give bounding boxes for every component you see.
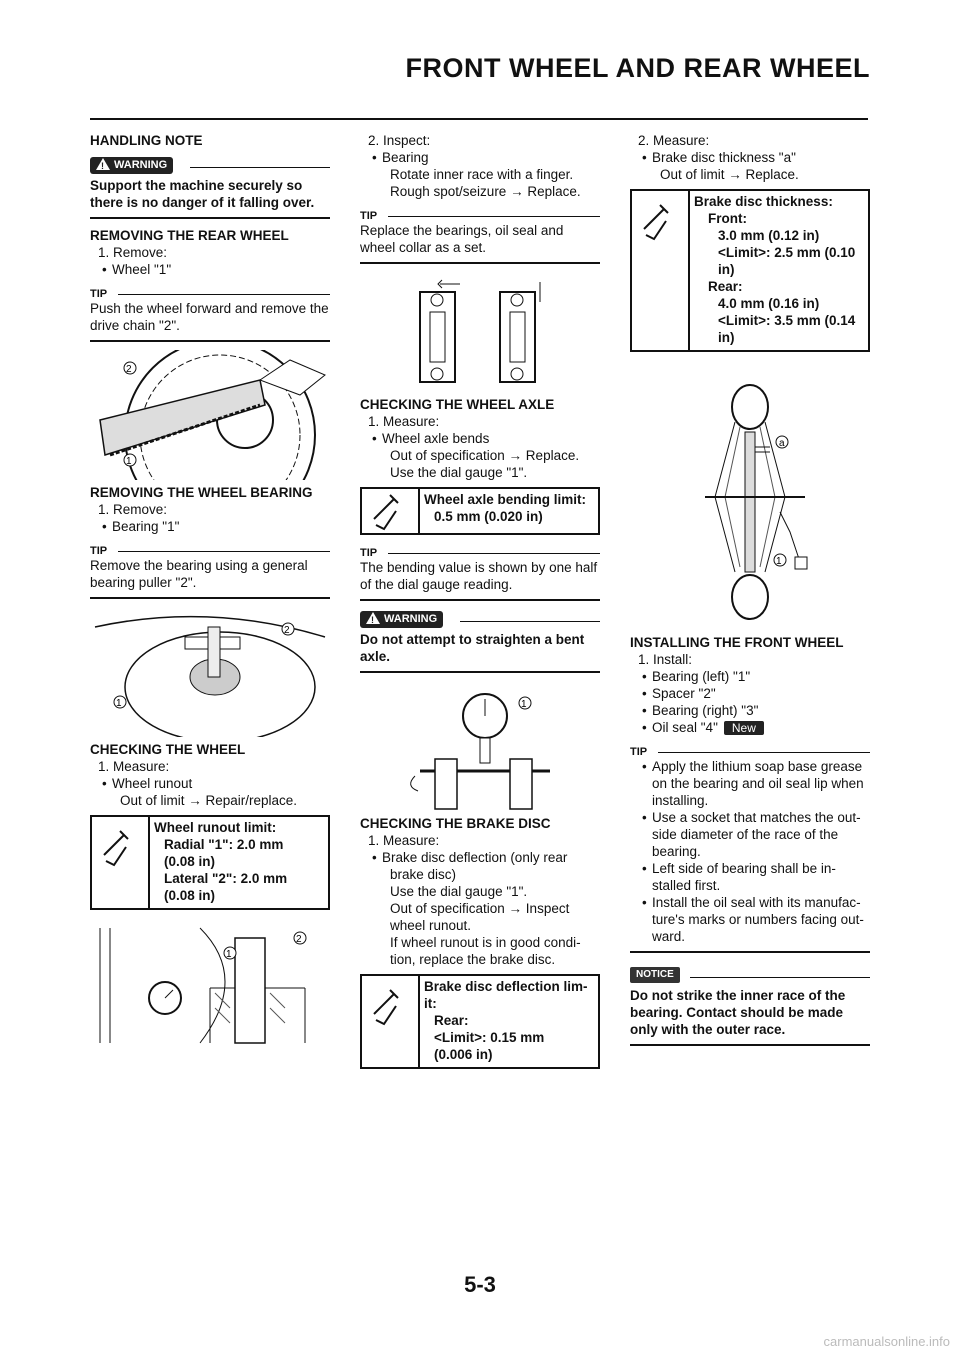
inspect-step: 2. Inspect: — [368, 133, 431, 148]
column-3: 2. Measure: • Brake disc thickness "a" Out of limit → Replace. Brake disc thickness: Front: 3.0 mm (0.12 in) <Limit>: 2.5 mm (0.10 in) Rear: 4.0 mm (0.16 in) <Limit>: 3.5 mm (0.14 in) a 1 INSTALLING THE FRONT WHEEL 1. Install: • Bearing (left) "1" • Spacer "2" • Bearing (right) "3" • Oil seal "4" New TIP • Apply the lithium soap base grease on the bearing and oil seal lip when installing. • Use a socket that matches the out- side diameter of the race of the bearing. • Left side of bearing shall be in- stalled first. • Install the oil seal with its manufac- ture's marks or numbers facing out- ward. NOTICE Do not strike the inner race of the bearing. Contact should be made only with the outer race. — [630, 132, 870, 1054]
axle-gauge-figure — [360, 681, 600, 811]
notice-text: Do not strike the inner race of the bearing. Contact should be made only with the outer race. — [630, 988, 846, 1037]
bearing-tip: Remove the bearing using a general bearing puller "2". — [90, 558, 308, 590]
axle-step: 1. Measure: — [368, 414, 440, 429]
tip-3: • Left side of bearing shall be in- — [630, 860, 870, 877]
disc-heading: CHECKING THE BRAKE DISC — [360, 816, 551, 831]
column-1 — [90, 132, 330, 1048]
axle-bending-spec: Wheel axle bending limit: 0.5 mm (0.020 in) — [360, 487, 600, 535]
tip-header: TIP — [90, 284, 330, 300]
bearing-puller-figure — [90, 607, 330, 737]
disc-thickness-spec: Brake disc thickness: Front: 3.0 mm (0.12 in) <Limit>: 2.5 mm (0.10 in) Rear: 4.0 mm (0.16 in) <Limit>: 3.5 mm (0.14 in) — [630, 189, 870, 352]
tip-2: • Use a socket that matches the out- — [630, 809, 870, 826]
axle-line-1: Out of specification → Replace. — [390, 448, 580, 463]
spec-wrench-icon — [362, 976, 420, 1067]
wheel-runout-figure — [90, 918, 330, 1048]
wheel-heading: CHECKING THE WHEEL — [90, 742, 246, 757]
inspect-item: • Bearing — [360, 149, 600, 166]
axle-line-2: Use the dial gauge "1". — [390, 465, 528, 480]
warning-header — [90, 155, 330, 177]
warning-text: Support the machine securely so there is no danger of it falling over. — [90, 178, 315, 210]
thickness-limit: Out of limit → Replace. — [660, 167, 799, 182]
notice-badge: NOTICE — [630, 967, 680, 983]
thickness-item: • Brake disc thickness "a" — [630, 149, 870, 166]
svg-text:a: a — [779, 438, 785, 449]
thickness-step: 2. Measure: — [638, 133, 710, 148]
tip-header: TIP — [630, 742, 870, 758]
svg-text:1: 1 — [226, 949, 232, 960]
tip-header: TIP — [360, 206, 600, 222]
bearing-item: • Bearing "1" — [90, 518, 330, 535]
svg-text:1: 1 — [116, 698, 122, 709]
install-item-3: • Bearing (right) "3" — [630, 702, 870, 719]
spec-wrench-icon — [632, 191, 690, 350]
install-item-4: • Oil seal "4" New — [630, 719, 870, 736]
svg-text:2: 2 — [296, 934, 302, 945]
wheel-step: 1. Measure: — [98, 759, 170, 774]
bearing-heading: REMOVING THE WHEEL BEARING — [90, 485, 313, 500]
new-badge: New — [724, 721, 764, 735]
tip-header: TIP — [90, 541, 330, 557]
svg-text:1: 1 — [521, 699, 527, 710]
disc-item-2: brake disc) — [390, 867, 457, 882]
disc-item: • Brake disc deflection (only rear — [360, 849, 600, 866]
tip-4: • Install the oil seal with its manufac- — [630, 894, 870, 911]
tip-header: TIP — [360, 543, 600, 559]
column-2 — [360, 132, 600, 1077]
wheel-item: • Wheel runout — [90, 775, 330, 792]
warning-text: Do not attempt to straighten a bent axle. — [360, 632, 585, 664]
rear-step: 1. Remove: — [98, 245, 168, 260]
wheel-runout-spec: Wheel runout limit: Radial "1": 2.0 mm (0.08 in) Lateral "2": 2.0 mm (0.08 in) — [90, 815, 330, 910]
install-step: 1. Install: — [638, 652, 693, 667]
rear-tip: Push the wheel forward and remove the drive chain "2". — [90, 301, 329, 333]
svg-text:2: 2 — [284, 625, 290, 636]
rear-item: • Wheel "1" — [90, 261, 330, 278]
handling-heading: HANDLING NOTE — [90, 133, 203, 148]
page-number: 5-3 — [464, 1272, 496, 1297]
inspect-line-2: Rough spot/seizure → Replace. — [390, 184, 581, 199]
warning-icon — [96, 158, 110, 170]
axle-heading: CHECKING THE WHEEL AXLE — [360, 397, 555, 412]
watermark: carmanualsonline.info — [823, 1334, 950, 1349]
warning-header — [360, 609, 600, 631]
disc-line-4: If wheel runout is in good condi- — [390, 935, 581, 950]
svg-text:2: 2 — [126, 364, 132, 375]
bearing-inspect-figure — [360, 272, 600, 392]
disc-step: 1. Measure: — [368, 833, 440, 848]
tip-1: • Apply the lithium soap base grease — [630, 758, 870, 775]
axle-tip: The bending value is shown by one half of the dial gauge reading. — [360, 560, 598, 592]
spec-wrench-icon — [362, 489, 420, 533]
notice-header — [630, 965, 870, 987]
title-rule — [90, 118, 868, 120]
bearing-step: 1. Remove: — [98, 502, 168, 517]
disc-line-1: Use the dial gauge "1". — [390, 884, 528, 899]
wheel-limit: Out of limit → Repair/replace. — [120, 793, 298, 808]
disc-line-2: Out of specification → Inspect — [390, 901, 570, 916]
svg-text:1: 1 — [776, 556, 782, 567]
disc-line-5: tion, replace the brake disc. — [390, 952, 556, 967]
spec-wrench-icon — [92, 817, 150, 908]
axle-item: • Wheel axle bends — [360, 430, 600, 447]
disc-thickness-figure — [630, 382, 870, 622]
install-heading: INSTALLING THE FRONT WHEEL — [630, 635, 844, 650]
install-item-1: • Bearing (left) "1" — [630, 668, 870, 685]
inspect-line-1: Rotate inner race with a finger. — [390, 167, 574, 182]
bearing-tip: Replace the bearings, oil seal and wheel collar as a set. — [360, 223, 564, 255]
warning-icon — [366, 612, 380, 624]
warning-badge: ! WARNING — [360, 611, 443, 628]
svg-text:1: 1 — [126, 456, 132, 467]
rear-wheel-heading: REMOVING THE REAR WHEEL — [90, 228, 289, 243]
disc-deflection-spec: Brake disc deflection lim- it: Rear: <Limit>: 0.15 mm (0.006 in) — [360, 974, 600, 1069]
disc-line-3: wheel runout. — [390, 918, 472, 933]
install-item-2: • Spacer "2" — [630, 685, 870, 702]
rear-wheel-figure — [90, 350, 330, 480]
page-title: FRONT WHEEL AND REAR WHEEL — [405, 53, 870, 83]
warning-badge: ! WARNING — [90, 157, 173, 174]
